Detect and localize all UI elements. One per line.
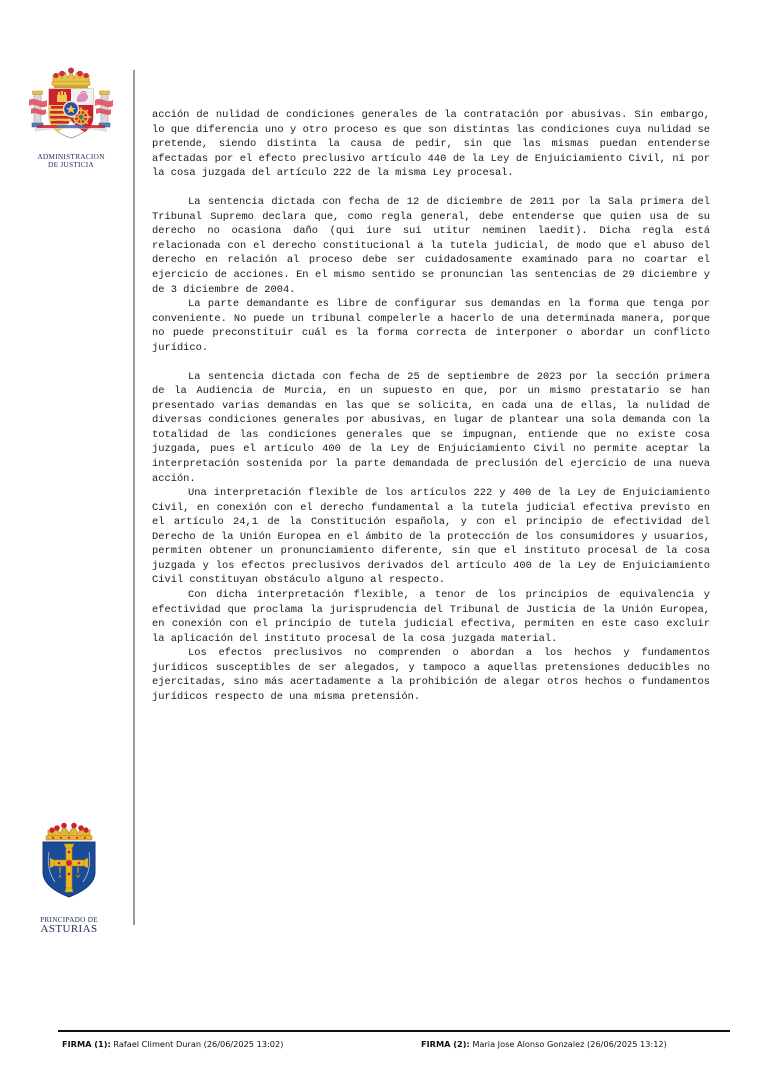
footer	[58, 1030, 730, 1049]
justice-caption-line-2: DE JUSTICIA	[48, 160, 94, 170]
asturias-coat-of-arms-icon	[26, 816, 112, 908]
paragraph-3: La parte demandante es libre de configurar sus demandas en la forma que tenga por conveniente. No puede un tribunal compelerle a hacerlo de una determinada manera, porque no puede preconstituir cuál es la forma correcta de interponer o abordar un conflicto jurídico.	[152, 298, 717, 354]
signature-2	[419, 1039, 667, 1049]
paragraph-5: Una interpretación flexible de los artículos 222 y 400 de la Ley de Enjuiciamiento Civil, en conexión con el derecho fundamental a la tutela judicial efectiva previsto en el artículo 24,1 de la Constitución española, y con el principio de efectividad del Derecho de la Unión Europea en el ámbito de la protección de los consumidores y usuarios, permiten obtener un pronunciamiento diferente, sin que el instituto procesal de la cosa juzgada y los efectos preclusivos derivados del artículo 400 de la Ley de Enjuiciamiento Civil constituyan obstáculo alguno al respecto.	[152, 487, 717, 587]
svg-text:A: A	[58, 875, 62, 880]
signature-1-label: FIRMA (1):	[62, 1039, 111, 1049]
paragraph-1: acción de nulidad de condiciones generales de la contratación por abusivas. Sin embargo, lo que diferencia uno y otro proceso es que son distintas las condiciones cuya nulidad se pretende, siendo distinta la causa de pedir, sin que las mismas puedan entenderse afectadas por el efecto preclusivo artículo 440 de la Ley de Enjuiciamiento Civil, ni por la cosa juzgada del artículo 222 de la misma Ley procesal.	[152, 109, 717, 180]
paragraph-7: Los efectos preclusivos no comprenden o abordan a los hechos y fundamentos jurídicos susceptibles de ser alegados, y tampoco a aquellas pretensiones deducibles no ejercitadas, sino más acertadamente a la prohibición de alegar otros hechos o fundamentos jurídicos respecto de una misma pretensión.	[152, 647, 717, 703]
asturias-emblem	[4, 816, 134, 936]
justice-emblem-caption	[6, 153, 136, 170]
administration-of-justice-emblem	[6, 62, 136, 170]
signature-1-value: Rafael Climent Duran (26/06/2025 13:02)	[113, 1039, 284, 1049]
vertical-divider-rule	[133, 70, 135, 925]
footer-divider-rule	[58, 1030, 730, 1032]
justice-caption-line-1: ADMINISTRACION	[37, 152, 105, 161]
document-body	[152, 108, 717, 704]
asturias-caption-line-2: ASTURIAS	[40, 923, 98, 935]
asturias-caption-line-1: PRINCIPADO DE	[40, 916, 98, 924]
paragraph-6: Con dicha interpretación flexible, a tenor de los principios de equivalencia y efectividad que proclama la jurisprudencia del Tribunal de Justicia de la Unión Europea, en conexión con el principio de tutela judicial efectiva, permiten en este caso excluir la aplicación del instituto procesal de la cosa juzgada material.	[152, 588, 717, 645]
signature-2-value: Maria Jose Alonso Gonzalez (26/06/2025 13:12)	[472, 1039, 667, 1049]
signature-1	[58, 1039, 419, 1049]
left-margin-column	[0, 0, 140, 1010]
spain-coat-of-arms-icon	[23, 62, 119, 146]
paragraph-4: La sentencia dictada con fecha de 25 de septiembre de 2023 por la sección primera de la Audiencia de Murcia, en un supuesto en que, por un mismo prestatario se han presentado varias demandas en las que se solicita, en cada una de ellas, la nulidad de diversas condiciones generales por abusivas, en lugar de plantear una sola demanda con la totalidad de las condiciones generales que se impugnan, entiende que no existe cosa juzgada, pues el artículo 400 de la Ley de Enjuiciamiento Civil no permite aceptar la interpretación sostenida por la parte demandada de preclusión del ejercicio de una nueva acción.	[152, 370, 717, 485]
signature-row	[58, 1039, 730, 1049]
paragraph-2: La sentencia dictada con fecha de 12 de diciembre de 2011 por la Sala primera del Tribunal Supremo declara que, como regla general, debe entenderse que quien usa de su derecho no ocasiona daño (qui iure sui utitur neminen laedit). Dicha regla está relacionada con el derecho constitucional a la tutela judicial, de modo que el abuso del derecho en relación al proceso debe ser cuidadosamente examinado para no coartar el ejercicio de acciones. En el mismo sentido se pronuncian las sentencias de 29 diciembre y de 3 diciembre de 2004.	[152, 196, 717, 296]
signature-2-label: FIRMA (2):	[421, 1039, 470, 1049]
svg-text:W: W	[75, 875, 81, 880]
